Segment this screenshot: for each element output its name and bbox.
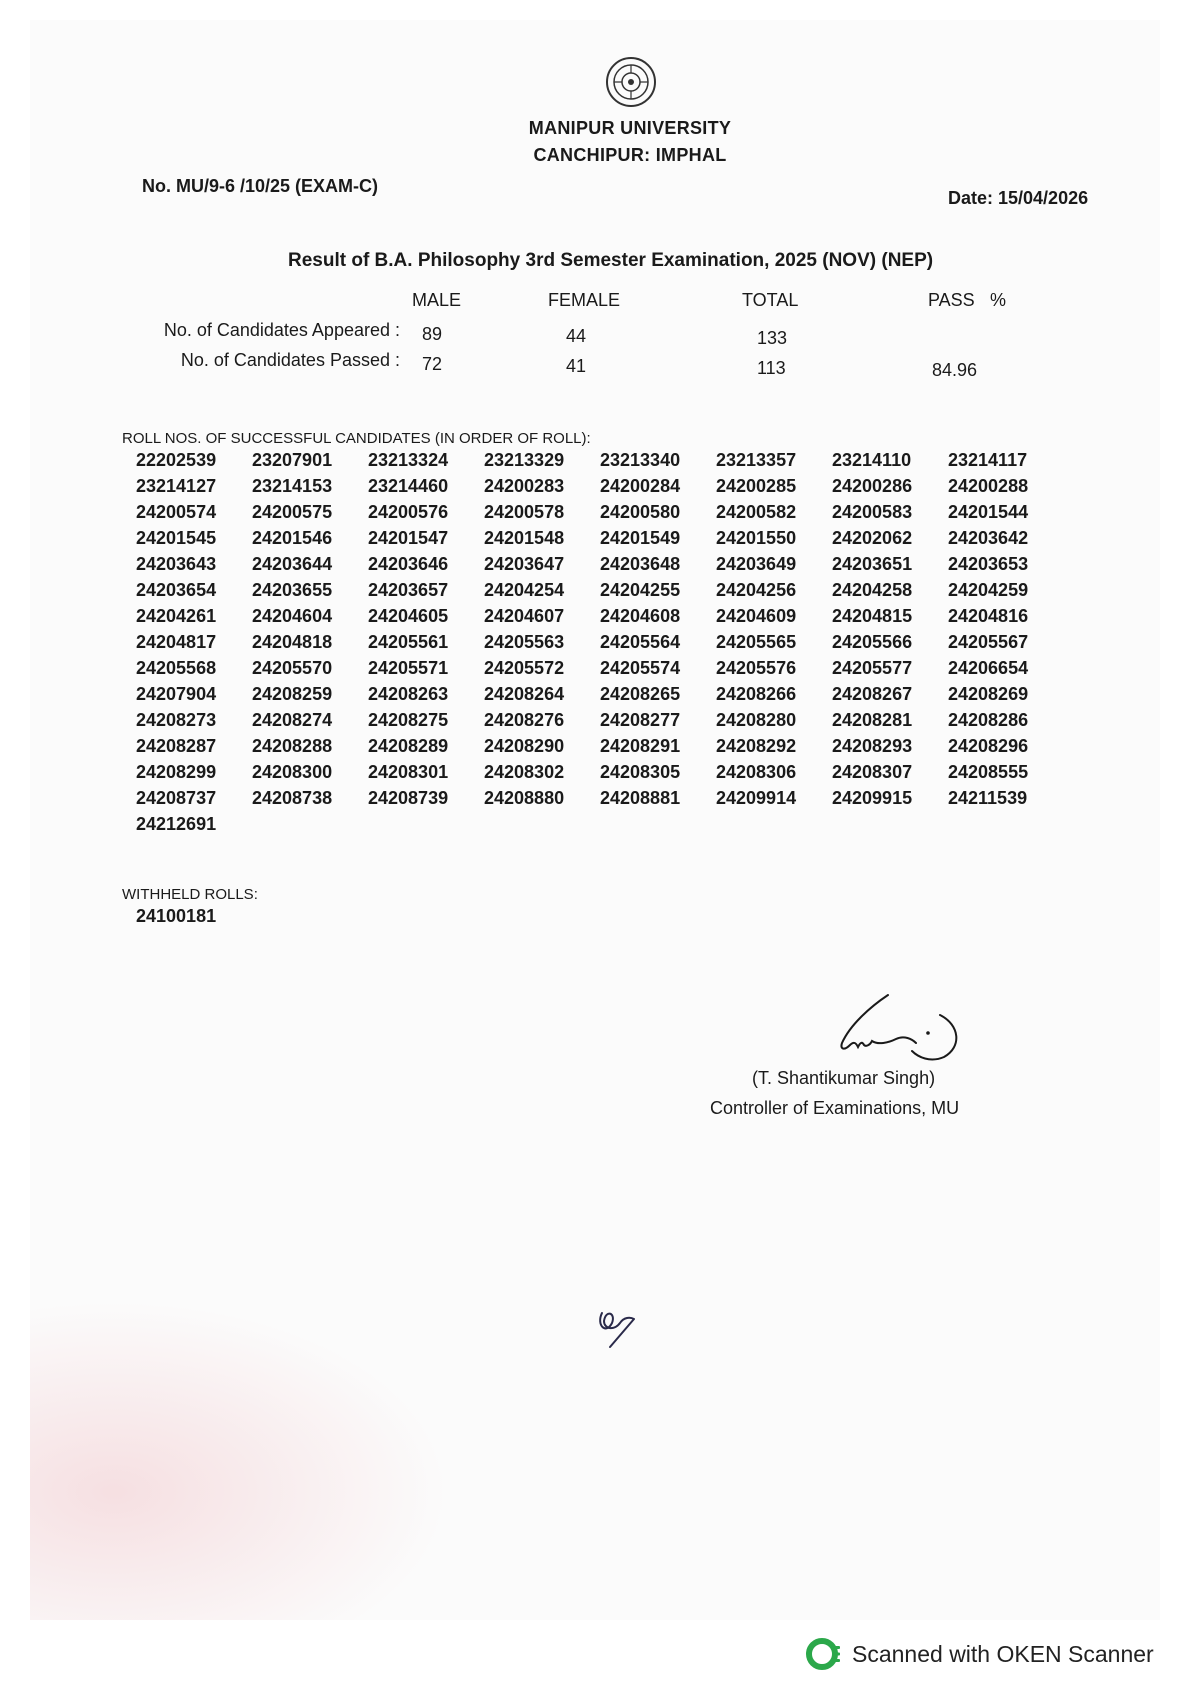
- roll-number: 24203644: [252, 554, 333, 574]
- roll-number: 24208739: [368, 788, 449, 808]
- roll-number: 24208273: [136, 710, 217, 730]
- roll-number: 24205572: [484, 658, 565, 678]
- roll-number: 24201547: [368, 528, 449, 548]
- roll-number: 24201545: [136, 528, 217, 548]
- roll-number: 24204608: [600, 606, 681, 626]
- roll-number: 24204258: [832, 580, 913, 600]
- roll-number: 24204261: [136, 606, 217, 626]
- roll-number: 24204818: [252, 632, 333, 652]
- roll-number: 24203655: [252, 580, 333, 600]
- roll-number: 24201550: [716, 528, 797, 548]
- initials-mark: [590, 1295, 650, 1355]
- roll-number: 24204607: [484, 606, 565, 626]
- roll-number: 24212691: [136, 814, 217, 834]
- roll-number: 24208259: [252, 684, 333, 704]
- roll-number: 24204817: [136, 632, 217, 652]
- roll-number: 23214117: [948, 450, 1028, 470]
- roll-number: 24200575: [252, 502, 333, 522]
- roll-number: 24208269: [948, 684, 1029, 704]
- roll-number: 24200283: [484, 476, 565, 496]
- roll-number: 24200285: [716, 476, 797, 496]
- roll-number: 24205563: [484, 632, 565, 652]
- roll-number: 23213357: [716, 450, 797, 470]
- roll-number: 24208263: [368, 684, 449, 704]
- roll-number: 24207904: [136, 684, 217, 704]
- passed-male: 72: [422, 354, 443, 374]
- roll-number: 24203648: [600, 554, 681, 574]
- roll-number: 24205561: [368, 632, 449, 652]
- roll-number: 24203642: [948, 528, 1029, 548]
- appeared-total: 133: [757, 328, 788, 348]
- roll-number: 23214153: [252, 476, 333, 496]
- roll-number: 24203657: [368, 580, 449, 600]
- roll-number: 24200284: [600, 476, 681, 496]
- roll-number: 24203647: [484, 554, 565, 574]
- roll-number: 24208280: [716, 710, 797, 730]
- roll-number: 24208281: [832, 710, 913, 730]
- roll-number: 24208302: [484, 762, 565, 782]
- oken-scanner-logo-icon: [806, 1636, 842, 1672]
- roll-number: 24200286: [832, 476, 913, 496]
- roll-number: 24208290: [484, 736, 565, 756]
- roll-number: 24203651: [832, 554, 913, 574]
- scanner-text: Scanned with OKEN Scanner: [852, 1640, 1154, 1667]
- pass-percentage: 84.96: [932, 360, 978, 380]
- signatory-name: (T. Shantikumar Singh): [752, 1068, 936, 1088]
- roll-number: 24205574: [600, 658, 681, 678]
- roll-number: 23213329: [484, 450, 565, 470]
- roll-number: 24205570: [252, 658, 333, 678]
- roll-number: 24201548: [484, 528, 565, 548]
- roll-number: 24208881: [600, 788, 681, 808]
- roll-number: 24208265: [600, 684, 681, 704]
- roll-number: 23213324: [368, 450, 449, 470]
- roll-number: 24205576: [716, 658, 797, 678]
- roll-number: 24208277: [600, 710, 681, 730]
- roll-number: 24208274: [252, 710, 333, 730]
- roll-number: 23213340: [600, 450, 681, 470]
- appeared-label: No. of Candidates Appeared :: [163, 320, 400, 340]
- stat-header-female: FEMALE: [548, 290, 621, 310]
- successful-rolls-label: ROLL NOS. OF SUCCESSFUL CANDIDATES (IN ORDER OF ROLL):: [122, 430, 591, 447]
- roll-number: 24200576: [368, 502, 449, 522]
- roll-number: 24203654: [136, 580, 217, 600]
- reference-number: No. MU/9-6 /10/25 (EXAM-C): [142, 176, 379, 196]
- roll-number: 24202062: [832, 528, 913, 548]
- roll-number: 24208291: [600, 736, 681, 756]
- roll-number: 24204254: [484, 580, 565, 600]
- roll-number: 24208288: [252, 736, 333, 756]
- roll-number: 24204604: [252, 606, 333, 626]
- roll-number: 24208275: [368, 710, 449, 730]
- signatory-designation: Controller of Examinations, MU: [710, 1098, 960, 1118]
- roll-number: 23214127: [136, 476, 217, 496]
- roll-number: 24200574: [136, 502, 217, 522]
- roll-number: 24211539: [948, 788, 1028, 808]
- stat-header-percent: %: [990, 290, 1007, 310]
- roll-number: 24208286: [948, 710, 1029, 730]
- roll-number: 24205571: [368, 658, 449, 678]
- roll-number: 24203653: [948, 554, 1029, 574]
- passed-label: No. of Candidates Passed :: [180, 350, 400, 370]
- roll-number: 24208287: [136, 736, 217, 756]
- roll-number: 24206654: [948, 658, 1029, 678]
- roll-number: 24200582: [716, 502, 797, 522]
- university-place: CANCHIPUR: IMPHAL: [533, 145, 727, 165]
- withheld-roll: 24100181: [136, 906, 217, 926]
- roll-number: 24208292: [716, 736, 797, 756]
- roll-number: 24204256: [716, 580, 797, 600]
- roll-number: 24208880: [484, 788, 565, 808]
- roll-number: 24208276: [484, 710, 565, 730]
- scanner-watermark: [806, 1636, 1154, 1672]
- roll-number: 24208301: [368, 762, 449, 782]
- roll-number: 24204816: [948, 606, 1029, 626]
- roll-number: 24208738: [252, 788, 333, 808]
- roll-number: 24200580: [600, 502, 681, 522]
- roll-number: 24208300: [252, 762, 333, 782]
- result-title: Result of B.A. Philosophy 3rd Semester Examination, 2025 (NOV) (NEP): [288, 250, 934, 271]
- appeared-male: 89: [422, 324, 443, 344]
- withheld-rolls-label: WITHHELD ROLLS:: [122, 886, 258, 903]
- roll-number: 24200583: [832, 502, 913, 522]
- roll-number: 24201544: [948, 502, 1029, 522]
- roll-number: 24208264: [484, 684, 565, 704]
- stat-header-pass: PASS: [928, 290, 975, 310]
- roll-number: 24209915: [832, 788, 913, 808]
- passed-total: 113: [757, 358, 786, 378]
- roll-number: 24200288: [948, 476, 1029, 496]
- roll-number: 24205564: [600, 632, 681, 652]
- roll-number: 24200578: [484, 502, 565, 522]
- roll-number: 24204255: [600, 580, 681, 600]
- roll-number: 24203649: [716, 554, 797, 574]
- roll-number: 24204259: [948, 580, 1029, 600]
- roll-number: 24204609: [716, 606, 797, 626]
- university-seal-icon: [605, 56, 657, 108]
- roll-number: 23207901: [252, 450, 333, 470]
- roll-number: 24208293: [832, 736, 913, 756]
- issue-date: Date: 15/04/2026: [948, 188, 1089, 208]
- roll-number: 24205565: [716, 632, 797, 652]
- roll-number: 23214460: [368, 476, 449, 496]
- roll-number: 24208305: [600, 762, 681, 782]
- roll-number: 24208266: [716, 684, 797, 704]
- stat-header-total: TOTAL: [742, 290, 799, 310]
- university-name: MANIPUR UNIVERSITY: [528, 118, 732, 138]
- roll-number: 22202539: [136, 450, 217, 470]
- roll-number: 24201546: [252, 528, 333, 548]
- roll-number: 24208555: [948, 762, 1029, 782]
- roll-number: 24205567: [948, 632, 1029, 652]
- stat-header-male: MALE: [412, 290, 462, 310]
- roll-number: 24204605: [368, 606, 449, 626]
- roll-number: 24201549: [600, 528, 681, 548]
- roll-number: 24208267: [832, 684, 913, 704]
- roll-number: 24203643: [136, 554, 217, 574]
- roll-number: 24205566: [832, 632, 913, 652]
- roll-number: 24208299: [136, 762, 217, 782]
- roll-number: 24203646: [368, 554, 449, 574]
- roll-number: 24204815: [832, 606, 913, 626]
- roll-number: 24205568: [136, 658, 217, 678]
- roll-number: 24209914: [716, 788, 797, 808]
- roll-number: 24208296: [948, 736, 1029, 756]
- signature-mark: [800, 985, 980, 1065]
- appeared-female: 44: [566, 326, 587, 346]
- roll-number: 24208306: [716, 762, 797, 782]
- roll-number: 24208307: [832, 762, 913, 782]
- passed-female: 41: [566, 356, 587, 376]
- roll-number: 24205577: [832, 658, 913, 678]
- roll-number: 24208737: [136, 788, 217, 808]
- successful-rolls-grid: [136, 450, 1064, 840]
- roll-number: 24208289: [368, 736, 449, 756]
- roll-number: 23214110: [832, 450, 912, 470]
